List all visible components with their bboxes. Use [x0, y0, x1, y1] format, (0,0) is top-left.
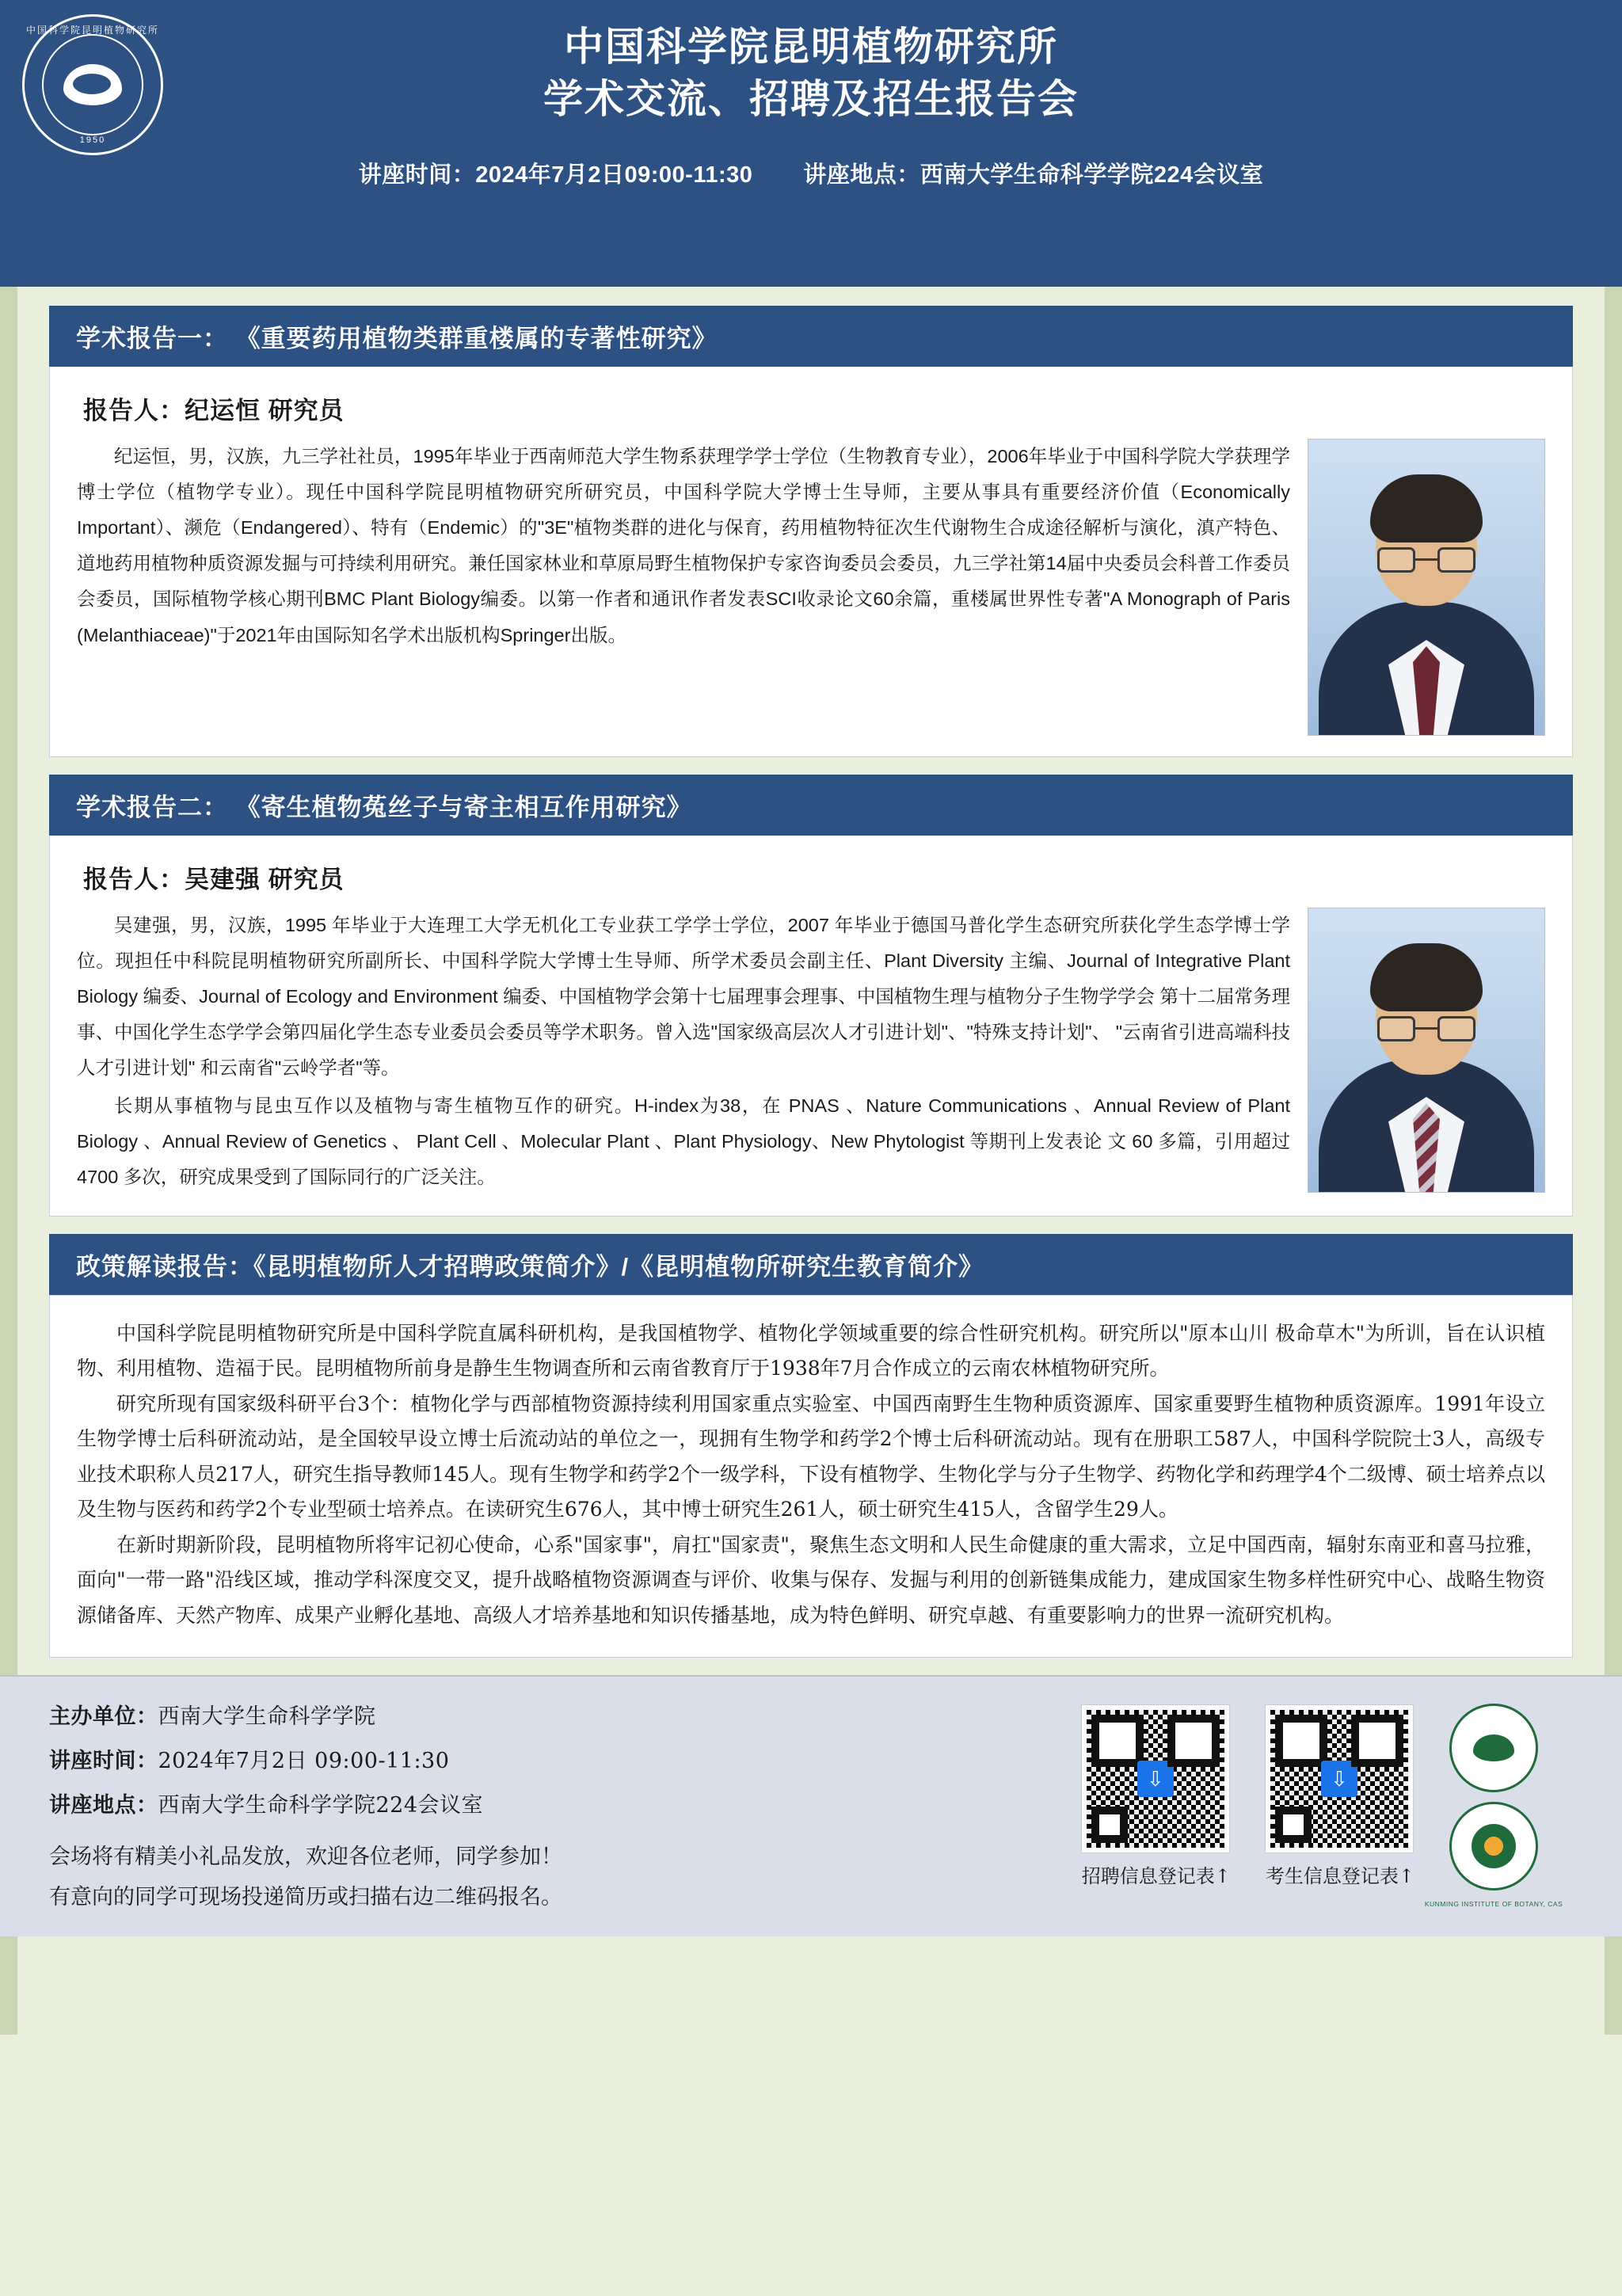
seal-top-text: 中国科学院昆明植物研究所	[25, 25, 159, 36]
seal-year-text: 1950	[79, 135, 106, 145]
footer-logos	[1414, 1699, 1573, 1936]
footer-time-label: 讲座时间：	[49, 1749, 158, 1774]
portrait-ji-yunheng	[1308, 439, 1545, 736]
header-time-label: 讲座时间：	[358, 162, 476, 188]
talk-1-card	[49, 367, 1573, 757]
footer-host-label: 主办单位：	[49, 1704, 158, 1730]
policy-paragraph-3: 在新时期新阶段，昆明植物所将牢记初心使命，心系"国家事"，肩扛"国家责"，聚焦生态文明和人民生命健康的重大需求，立足中国西南，辐射东南亚和喜马拉雅，面向"一带一路"沿线区域，推动学科深度交叉，提升战略植物资源调查与评价、收集与保存、发掘与利用的创新链集成能力，建成国家生物多样性研究中心、战略生物资源储备库、天然产物库、成果产业孵化基地、高级人才培养基地和知识传播基地，成为特色鲜明、研究卓越、有重要影响力的世界一流研究机构。	[77, 1533, 1545, 1627]
policy-card	[49, 1295, 1573, 1658]
talk-2-bio-paragraph-1: 吴建强，男，汉族，1995 年毕业于大连理工大学无机化工专业获工学学士学位，2007 年毕业于德国马普化学生态研究所获化学生态学博士学位。现担任中科院昆明植物研究所副所长、中国科学院大学博士生导师、所学术委员会副主任、Plant Diversity 主编、Journal of Integrative Plant Biology 编委、Journal of Ecology and Environment 编委、中国植物学会第十七届理事会理事、中国植物生理与植物分子生物学学会 第十二届常务理事、中国化学生态学学会第四届化学生态专业委员会委员等学术职务。曾入选"国家级高层次人才引进计划"、"特殊支持计划"、 "云南省引进高端科技人才引进计划" 和云南省"云岭学者"等。	[77, 915, 1290, 1079]
footer-time	[49, 1743, 1082, 1774]
footer-time-value: 2024年7月2日 09:00-11:30	[158, 1749, 450, 1774]
footer-note-1: 会场将有精美小礼品发放，欢迎各位老师，同学参加！	[49, 1845, 562, 1870]
institute-seal-logo	[22, 14, 163, 155]
footer-place-label: 讲座地点：	[49, 1793, 158, 1818]
talk-2-speaker: 报告人：吴建强 研究员	[83, 866, 345, 893]
talk-2-card	[49, 836, 1573, 1217]
header-time-value: 2024年7月2日09:00-11:30	[475, 162, 753, 188]
title-line-2: 学术交流、招聘及招生报告会	[543, 77, 1079, 121]
footer-place-value: 西南大学生命科学学院224会议室	[158, 1793, 484, 1818]
header-place	[803, 157, 1263, 189]
qr-code-recruitment-icon[interactable]	[1082, 1705, 1229, 1852]
footer-host-value: 西南大学生命科学学院	[158, 1704, 376, 1730]
header-meta	[0, 157, 1622, 189]
footer-place	[49, 1788, 1082, 1818]
talk-2-bio-paragraph-2: 长期从事植物与昆虫互作以及植物与寄生植物互作的研究。H-index为38，在 PNAS 、Nature Communications 、Annual Review of Plant Biology 、Annual Review of Genetics 、 Plant Cell 、Molecular Plant 、Plant Physiology、New Phytologist 等期刊上发表论 文 60 多篇，引用超过 4700 多次，研究成果受到了国际同行的广泛关注。	[77, 1095, 1290, 1187]
qr-code-area	[1082, 1705, 1414, 1936]
talk-1-speaker: 报告人：纪运恒 研究员	[83, 397, 345, 425]
footer-note-2: 有意向的同学可现场投递简历或扫描右边二维码报名。	[49, 1885, 562, 1910]
talk-2-bio	[77, 908, 1290, 1195]
kib-seal-icon	[1449, 1704, 1538, 1792]
policy-text	[77, 1316, 1545, 1634]
talk-1-heading: 学术报告一： 《重要药用植物类群重楼属的专著性研究》	[49, 306, 1573, 367]
header-place-label: 讲座地点：	[803, 162, 920, 188]
qr-block-recruitment[interactable]	[1082, 1705, 1231, 1888]
page-title	[0, 21, 1622, 125]
policy-paragraph-2: 研究所现有国家级科研平台3个：植物化学与西部植物资源持续利用国家重点实验室、中国西南野生生物种质资源库、国家重要野生植物种质资源库。1991年设立生物学博士后科研流动站，是全国较早设立博士后流动站的单位之一，现拥有生物学和药学2个博士后科研流动站。现有在册职工587人，中国科学院院士3人，高级专业技术职称人员217人，研究生指导教师145人。现有生物学和药学2个一级学科，下设有植物学、生物化学与分子生物学、药物化学和药理学4个二级博、硕士培养点以及生物与医药和药学2个专业型硕士培养点。在读研究生676人，其中博士研究生261人，硕士研究生415人，含留学生29人。	[77, 1392, 1545, 1521]
qr-code-student-icon[interactable]	[1266, 1705, 1413, 1852]
header-time	[359, 157, 753, 189]
kib-flower-logo-icon	[1449, 1802, 1538, 1890]
qr-center-glyph-2: ⇩	[1321, 1761, 1357, 1797]
portrait-wu-jianqiang	[1308, 908, 1545, 1193]
qr-block-student[interactable]	[1266, 1705, 1414, 1888]
poster-footer	[0, 1675, 1622, 1936]
policy-heading: 政策解读报告：《昆明植物所人才招聘政策简介》/《昆明植物所研究生教育简介》	[49, 1234, 1573, 1295]
qr-label-student: 考生信息登记表↑	[1265, 1865, 1414, 1888]
footer-info	[49, 1699, 1082, 1936]
qr-label-recruitment: 招聘信息登记表↑	[1081, 1865, 1231, 1888]
kib-english-name: KUNMING INSTITUTE OF BOTANY, CAS	[1424, 1900, 1563, 1909]
talk-1-bio	[77, 439, 1290, 653]
title-line-1: 中国科学院昆明植物研究所	[564, 25, 1058, 69]
footer-host	[49, 1699, 1082, 1730]
header-place-value: 西南大学生命科学学院224会议室	[920, 162, 1264, 188]
policy-paragraph-1: 中国科学院昆明植物研究所是中国科学院直属科研机构，是我国植物学、植物化学领域重要的综合性研究机构。研究所以"原本山川 极命草木"为所训，旨在认识植物、利用植物、造福于民。昆明植物所前身是静生生物调查所和云南省教育厅于1938年7月合作成立的云南农林植物研究所。	[77, 1321, 1545, 1380]
poster-body	[0, 287, 1622, 1658]
qr-center-glyph: ⇩	[1137, 1761, 1174, 1797]
talk-1-bio-paragraph: 纪运恒，男，汉族，九三学社社员，1995年毕业于西南师范大学生物系获理学学士学位（生物教育专业），2006年毕业于中国科学院大学获理学博士学位（植物学专业）。现任中国科学院昆明植物研究所研究员，中国科学院大学博士生导师，主要从事具有重要经济价值（Economically Important）、濒危（Endangered）、特有（Endemic）的"3E"植物类群的进化与保育，药用植物特征次生代谢物生合成途径解析与演化，滇产特色、道地药用植物种质资源发掘与可持续利用研究。兼任国家林业和草原局野生植物保护专家咨询委员会委员，九三学社第14届中央委员会科普工作委员会委员，国际植物学核心期刊BMC Plant Biology编委。以第一作者和通讯作者发表SCI收录论文60余篇，重楼属世界性专著"A Monograph of Paris (Melanthiaceae)"于2021年由国际知名学术出版机构Springer出版。	[77, 446, 1290, 645]
poster-header	[0, 0, 1622, 287]
talk-2-heading: 学术报告二： 《寄生植物菟丝子与寄主相互作用研究》	[49, 775, 1573, 836]
